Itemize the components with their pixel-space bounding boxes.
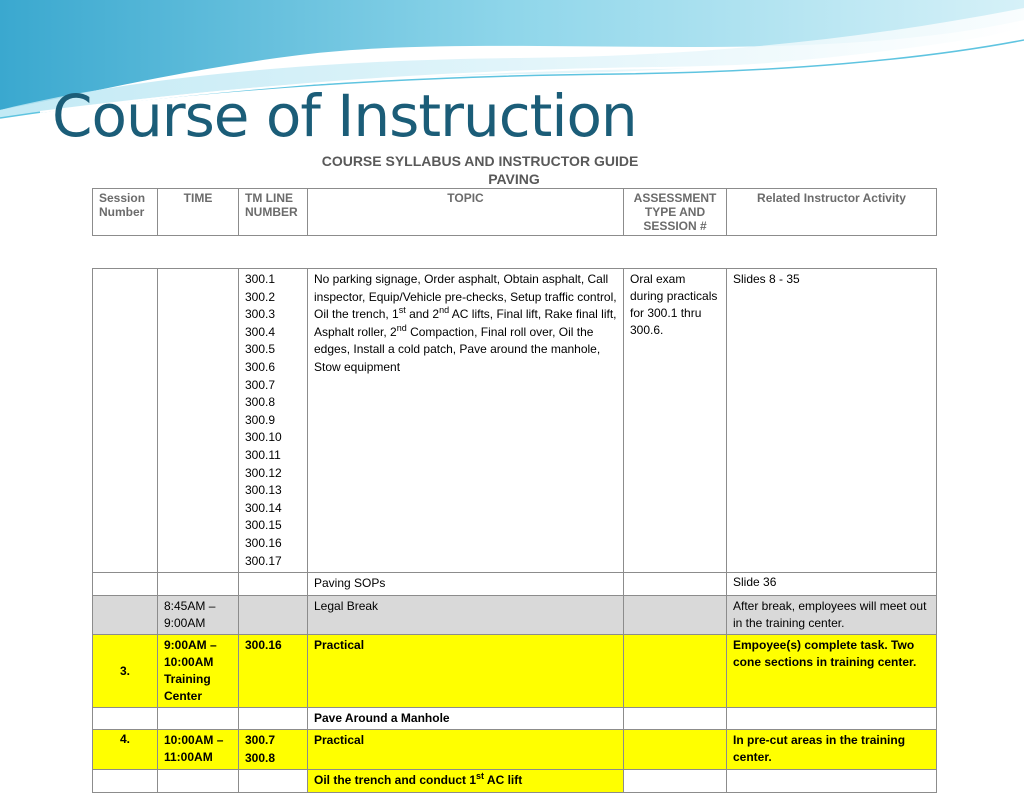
tm-line: 300.4: [245, 324, 276, 339]
topic-text: and 2: [405, 307, 440, 322]
session-cell: [93, 707, 158, 730]
assessment-cell: [624, 595, 727, 634]
tm-line-cell: [239, 707, 308, 730]
tm-line-cell: [239, 573, 308, 596]
tm-line: 300.7: [245, 377, 276, 392]
tm-line: 300.8: [245, 395, 276, 410]
time-cell: [158, 573, 239, 596]
tm-line: 300.15: [245, 518, 282, 533]
document-heading: COURSE SYLLABUS AND INSTRUCTOR GUIDE: [321, 153, 639, 169]
col-topic: TOPIC: [308, 189, 624, 236]
topic-cell: [308, 269, 624, 573]
tm-line: 300.11: [245, 447, 281, 462]
assessment-cell: [624, 707, 727, 730]
session-cell: [93, 269, 158, 573]
time-cell: 9:00AM – 10:00AM Training Center: [158, 634, 239, 707]
topic-text: AC lift: [484, 773, 523, 788]
tm-line: 300.14: [245, 500, 282, 515]
tm-line-cell: [239, 770, 308, 793]
table-row: [93, 634, 937, 707]
topic-text: No parking signage, Order asphalt, Obtain asphalt, Call inspector, Equip/Vehicle pre-checks, Setup traffic control, Oil the trench, 1: [314, 272, 617, 322]
tm-line: 300.3: [245, 307, 276, 322]
topic-text: AC lifts, Final lift, Rake final lift, Asphalt roller, 2: [314, 307, 617, 339]
tm-line: 300.12: [245, 465, 282, 480]
table-row: [93, 770, 937, 793]
tm-line: 300.6: [245, 359, 276, 374]
tm-line-cell: 300.7 300.8: [239, 730, 308, 770]
assessment-cell: [624, 730, 727, 770]
syllabus-table: [92, 268, 937, 793]
session-cell: [93, 595, 158, 634]
topic-cell: Legal Break: [308, 595, 624, 634]
tm-line: 300.2: [245, 289, 276, 304]
tm-line: 300.13: [245, 483, 282, 498]
topic-cell: Practical: [308, 634, 624, 707]
tm-line: 300.16: [245, 535, 282, 550]
session-cell: [93, 770, 158, 793]
session-cell: 3.: [93, 634, 158, 707]
table-row: [93, 707, 937, 730]
syllabus-document: [92, 150, 936, 788]
topic-cell: Paving SOPs: [308, 573, 624, 596]
assessment-cell: Oral exam during practicals for 300.1 thru 300.6.: [624, 269, 727, 573]
tm-line-cell: [239, 595, 308, 634]
table-row: [93, 269, 937, 573]
time-cell: [158, 269, 239, 573]
document-subheading: PAVING: [488, 171, 540, 187]
topic-cell: Pave Around a Manhole: [308, 707, 624, 730]
assessment-cell: [624, 573, 727, 596]
tm-line-cell: 300.16: [239, 634, 308, 707]
tm-line: 300.9: [245, 412, 276, 427]
superscript: nd: [396, 322, 407, 333]
time-cell: [158, 707, 239, 730]
tm-line: 300.17: [245, 553, 282, 568]
topic-cell: Practical: [308, 730, 624, 770]
superscript: st: [398, 305, 406, 316]
session-cell: 4.: [93, 730, 158, 770]
slide-title: Course of Instruction: [52, 82, 637, 150]
topic-text: Oil the trench and conduct 1: [314, 773, 477, 788]
time-cell: 8:45AM – 9:00AM: [158, 595, 239, 634]
col-assessment: ASSESSMENT TYPE AND SESSION #: [624, 189, 727, 236]
session-cell: [93, 573, 158, 596]
activity-cell: Slides 8 - 35: [727, 269, 937, 573]
assessment-cell: [624, 770, 727, 793]
tm-line: 300.10: [245, 430, 282, 445]
tm-line: 300.5: [245, 342, 276, 357]
time-cell: 10:00AM – 11:00AM: [158, 730, 239, 770]
activity-cell: In pre-cut areas in the training center.: [727, 730, 937, 770]
assessment-cell: [624, 634, 727, 707]
col-activity: Related Instructor Activity: [727, 189, 937, 236]
time-cell: [158, 770, 239, 793]
col-tm-line: TM LINE NUMBER: [239, 189, 308, 236]
activity-cell: [727, 770, 937, 793]
superscript: st: [476, 771, 485, 782]
activity-cell: After break, employees will meet out in the training center.: [727, 595, 937, 634]
col-session: Session Number: [93, 189, 158, 236]
tm-line: 300.1: [245, 272, 276, 286]
table-row: [93, 595, 937, 634]
table-row: [93, 730, 937, 770]
topic-text: Compaction, Final roll over, Oil the edges, Install a cold patch, Pave around the manhole, Stow equipment: [314, 324, 601, 374]
col-time: TIME: [158, 189, 239, 236]
activity-cell: [727, 707, 937, 730]
activity-cell: Slide 36: [727, 573, 937, 596]
activity-cell: Empoyee(s) complete task. Two cone sections in training center.: [727, 634, 937, 707]
table-row: [93, 573, 937, 596]
superscript: nd: [439, 305, 450, 316]
tm-line-cell: [239, 269, 308, 573]
syllabus-header-table: [92, 188, 937, 236]
topic-cell: [308, 770, 624, 793]
